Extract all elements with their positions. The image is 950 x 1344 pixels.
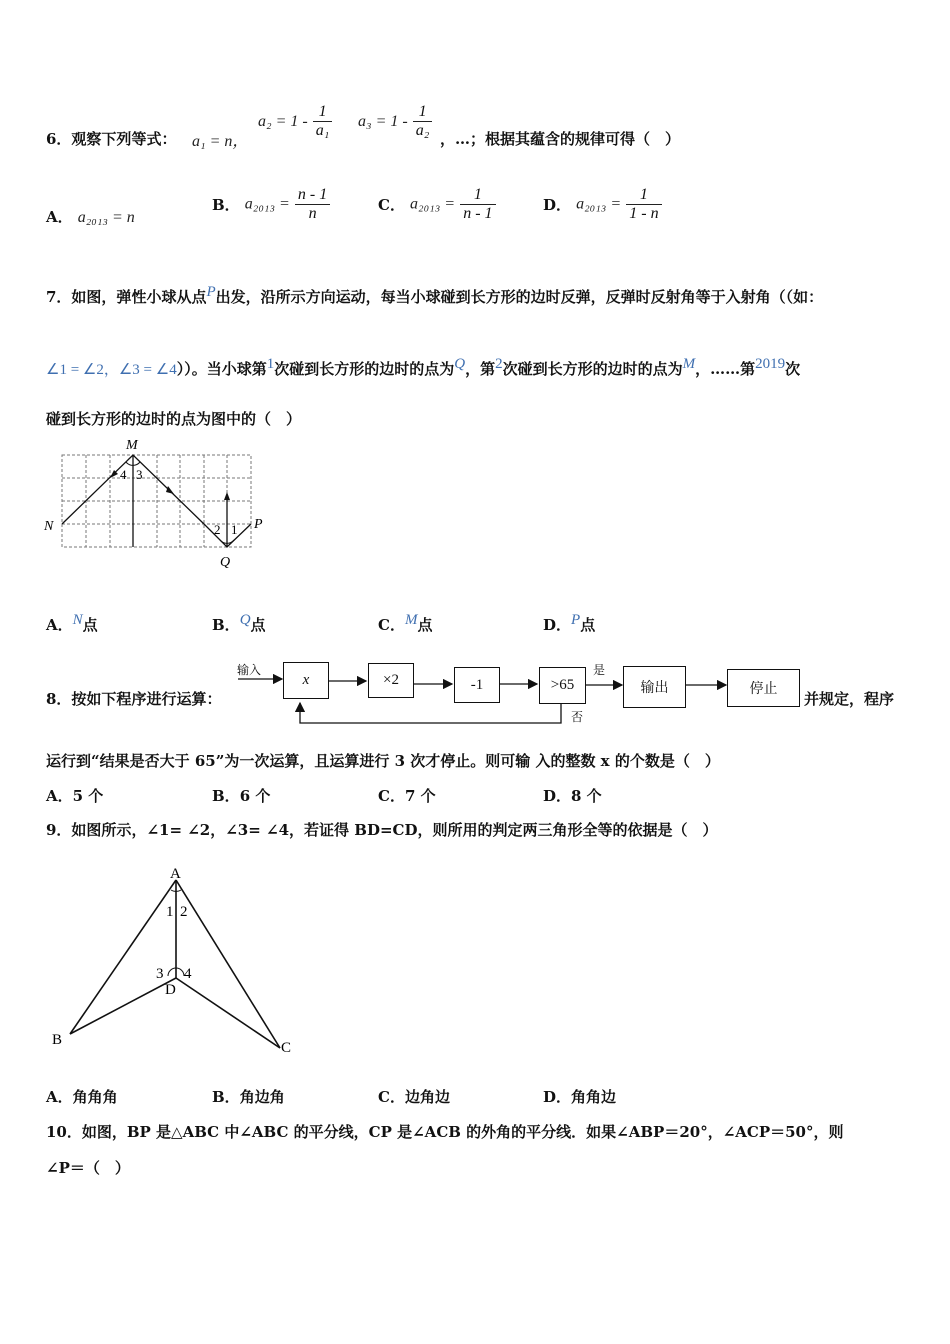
q7-line1-b: 出发，沿所示方向运动，每当小球碰到长方形的边时反弹，反弹时反射角等于入射角（（如： <box>215 288 824 306</box>
q7-line2-d: 次碰到长方形的边时的点为 <box>502 360 683 378</box>
q9-angle-3: 3 <box>156 966 164 982</box>
q7-line1-a: 7．如图，弹性小球从点 <box>46 288 207 306</box>
q8-box-output: 输出 <box>623 666 686 708</box>
option-label: C． <box>378 616 405 634</box>
option-text: 边角边 <box>404 1088 450 1106</box>
q8-option-d[interactable] <box>543 785 602 806</box>
option-label: D． <box>543 787 572 805</box>
q6-eq2-lhs: a₂ = 1 - <box>258 113 308 130</box>
q7-option-d[interactable] <box>543 612 595 635</box>
q8-option-a[interactable] <box>46 785 103 806</box>
option-point: N <box>72 612 83 628</box>
q6-option-d[interactable] <box>543 186 662 223</box>
q6-eq3-den: a₂ <box>415 122 430 139</box>
q6-eq2-frac <box>313 103 333 140</box>
q7-label-n: N <box>44 519 54 534</box>
q7-figure <box>40 436 280 576</box>
q8-no-label: 否 <box>571 710 584 724</box>
q7-point-m: M <box>682 356 696 372</box>
q7-line3: 碰到长方形的边时的点为图中的（ ） <box>46 410 302 428</box>
q7-option-b[interactable] <box>212 612 266 635</box>
option-text: 角边角 <box>239 1088 285 1106</box>
q8-box-stop: 停止 <box>727 669 800 707</box>
option-label: A． <box>46 1088 73 1106</box>
option-suffix: 点 <box>250 616 266 634</box>
q7-n2019: 2019 <box>755 356 786 372</box>
frac-num: 1 <box>460 186 495 205</box>
q8-after: 并规定，程序 <box>804 690 895 708</box>
q8-option-c[interactable] <box>378 785 436 806</box>
q9-label-d: D <box>165 982 176 998</box>
q8-prefix: 8．按如下程序进行运算： <box>46 690 222 708</box>
q7-line2-a: ））。当小球第 <box>176 360 267 378</box>
q6-eq3 <box>358 103 432 140</box>
q8-line2: 运行到“结果是否大于 65”为一次运算，且运算进行 3 次才停止。则可输 入的整数 x 的个数是（ ） <box>46 752 720 770</box>
q7-angle-4: 4 <box>120 467 127 482</box>
q7-label-m: M <box>126 438 138 453</box>
q7-label-p: P <box>254 517 263 532</box>
q7-line2-c: ，第 <box>465 360 496 378</box>
q8-box-x: x <box>283 662 329 699</box>
option-point: M <box>404 612 418 628</box>
q8-box-minus1: -1 <box>454 667 500 703</box>
q9-lines <box>70 880 280 1048</box>
q7-line2-e: ，……第 <box>695 360 756 378</box>
option-label: B． <box>212 1088 240 1106</box>
option-text: 角角角 <box>72 1088 118 1106</box>
q6-eq3-lhs: a₃ = 1 - <box>358 113 408 130</box>
q6-eq3-num: 1 <box>413 103 433 122</box>
q10-line1: 10．如图，BP 是△ABC 中∠ABC 的平分线，CP 是∠ACB 的外角的平分线．如果∠ABP＝20°，∠ACP＝50°，则 <box>46 1123 844 1141</box>
q9-angle-2: 2 <box>180 904 188 920</box>
option-expr: a₂₀₁₃ = n <box>77 209 135 226</box>
q9-option-b[interactable] <box>212 1086 285 1107</box>
q10-line2: ∠P＝（ ） <box>46 1159 130 1177</box>
q9-label-c: C <box>281 1040 292 1056</box>
q7-angle-2: 2 <box>214 522 221 537</box>
q8-option-b[interactable] <box>212 785 270 806</box>
q7-line2-f: 次 <box>785 360 801 378</box>
option-frac <box>460 186 495 223</box>
q7-line2-b: 次碰到长方形的边时的点为 <box>274 360 455 378</box>
q7-n1: 1 <box>266 356 275 372</box>
q7-angle-3: 3 <box>136 467 143 482</box>
q9-angle-1: 1 <box>166 904 174 920</box>
q7-option-c[interactable] <box>378 612 432 635</box>
option-label: C． <box>378 1088 405 1106</box>
q8-input-label: 输入 <box>237 663 262 677</box>
q6-suffix: ，…；根据其蕴含的规律可得（ ） <box>440 130 681 148</box>
option-label: A． <box>46 787 73 805</box>
option-suffix: 点 <box>417 616 433 634</box>
q8-yes-label: 是 <box>593 663 606 677</box>
option-point: Q <box>239 612 251 628</box>
option-text: 5 个 <box>72 787 104 805</box>
option-label: D． <box>543 1088 572 1106</box>
q9-option-a[interactable] <box>46 1086 118 1107</box>
q9-label-a: A <box>170 866 181 882</box>
q7-line2 <box>46 356 800 379</box>
q7-n2: 2 <box>495 356 503 372</box>
q7-angles: ∠1 = ∠2，∠3 = ∠4 <box>46 362 177 378</box>
q7-line1 <box>46 284 823 307</box>
q9-angle-4: 4 <box>184 966 192 982</box>
q6-option-c[interactable] <box>378 186 496 223</box>
option-label: A． <box>46 208 73 226</box>
option-suffix: 点 <box>580 616 596 634</box>
q9-figure <box>40 860 310 1060</box>
option-label: D． <box>543 616 572 634</box>
option-text: 角角边 <box>571 1088 617 1106</box>
q6-eq1: a₁ = n， <box>192 133 249 150</box>
option-label: B． <box>212 196 240 214</box>
q6-eq2 <box>258 103 332 140</box>
q7-angle-1: 1 <box>231 522 238 537</box>
option-point: P <box>571 612 581 628</box>
q7-option-a[interactable] <box>46 612 98 635</box>
q9-option-d[interactable] <box>543 1086 616 1107</box>
q6-eq2-den: a₁ <box>315 122 330 139</box>
q6-option-b[interactable] <box>212 186 330 223</box>
q8-box-times2: ×2 <box>368 663 414 698</box>
option-text: 8 个 <box>571 787 602 805</box>
q7-label-q: Q <box>220 555 231 570</box>
q7-point-q: Q <box>454 356 466 372</box>
q7-grid <box>62 455 251 547</box>
option-label: A． <box>46 616 73 634</box>
q6-eq3-frac <box>413 103 433 140</box>
option-expr: a₂₀₁₃ = <box>410 195 456 213</box>
frac-den: 1 - n <box>629 205 659 222</box>
q8-box-gt65: >65 <box>539 667 586 704</box>
option-frac <box>626 186 661 223</box>
option-expr: a₂₀₁₃ = <box>244 195 290 213</box>
q9-label-b: B <box>52 1032 63 1048</box>
option-label: D． <box>543 196 572 214</box>
option-suffix: 点 <box>82 616 98 634</box>
q9-option-c[interactable] <box>378 1086 450 1107</box>
option-text: 7 个 <box>404 787 436 805</box>
option-label: C． <box>378 787 405 805</box>
option-label: C． <box>378 196 405 214</box>
option-expr: a₂₀₁₃ = <box>576 195 622 213</box>
q6-prefix: 6．观察下列等式： <box>46 130 177 148</box>
frac-den: n <box>308 205 317 222</box>
option-text: 6 个 <box>239 787 271 805</box>
frac-num: 1 <box>626 186 661 205</box>
option-frac <box>295 186 330 223</box>
option-label: B． <box>212 787 240 805</box>
q7-arrows <box>110 470 230 500</box>
frac-den: n - 1 <box>463 205 493 222</box>
frac-num: n - 1 <box>295 186 330 205</box>
q6-eq2-num: 1 <box>313 103 333 122</box>
q6-option-a[interactable] <box>46 206 135 227</box>
option-label: B． <box>212 616 240 634</box>
q9-text: 9．如图所示，∠1= ∠2，∠3= ∠4，若证得 BD=CD，则所用的判定两三角形全等的依据是（ ） <box>46 821 718 839</box>
q7-point-p: P <box>206 284 216 300</box>
